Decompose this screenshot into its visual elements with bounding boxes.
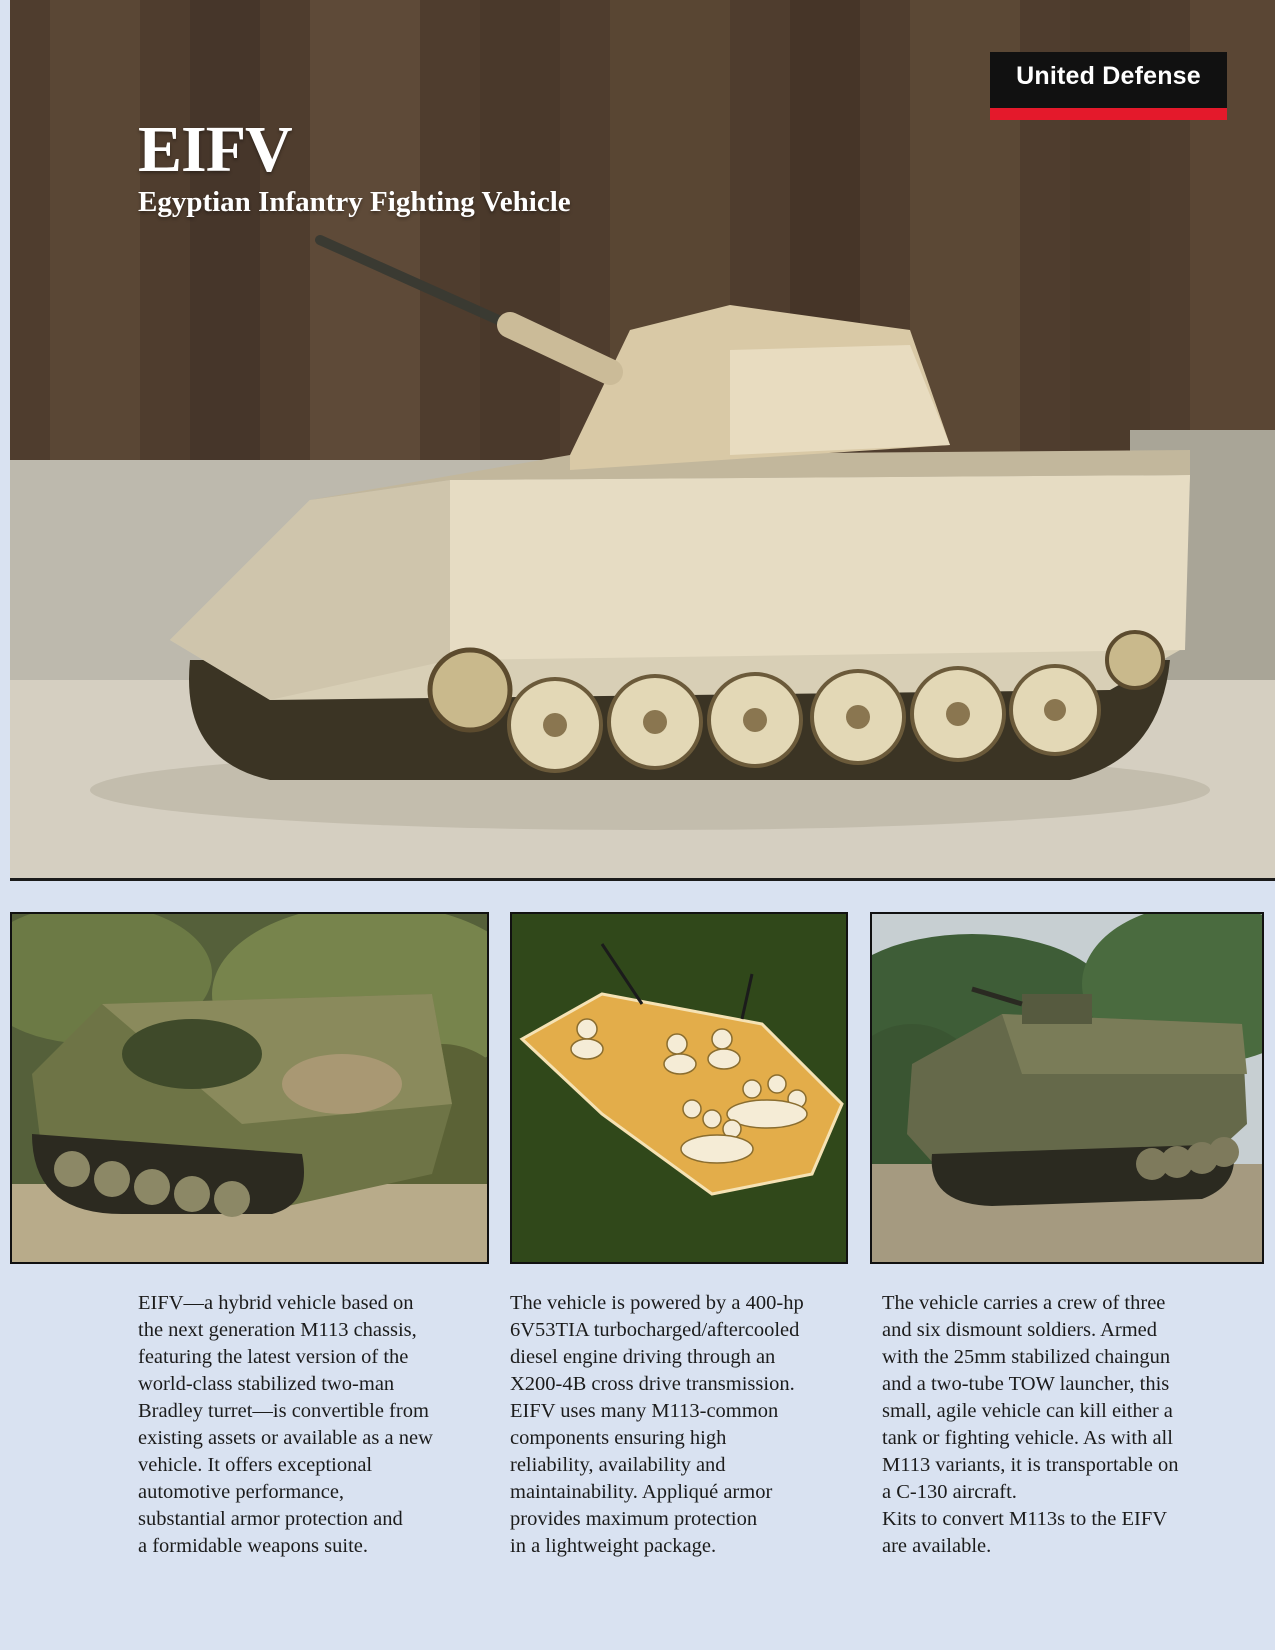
brand-name: United Defense xyxy=(1016,62,1201,90)
camo-vehicle-illustration xyxy=(12,914,487,1262)
logo-red-bar xyxy=(990,108,1227,120)
photo-right xyxy=(870,912,1264,1264)
photo-center xyxy=(510,912,848,1264)
hero-divider xyxy=(10,878,1275,881)
body-text-column-1: EIFV—a hybrid vehicle based on the next generation M113 chassis, featuring the latest version of the world-class stabilized two-man Bradley turret—is convertible from existing assets or available as a new vehicle. It offers exceptional automotive performance, substantial armor protection and a formidable weapons suite. xyxy=(138,1292,433,1557)
body-text-column-3: The vehicle carries a crew of three and six dismount soldiers. Armed with the 25mm stabilized chaingun and a two-tube TOW launcher, this small, agile vehicle can kill either a tank or fighting vehicle. As with all M113 variants, it is transportable on a C-130 aircraft. Kits to convert M113s to the EIFV are available. xyxy=(882,1292,1179,1557)
body-text-column-2: The vehicle is powered by a 400-hp 6V53TIA turbocharged/aftercooled diesel engine driving through an X200-4B cross drive transmission. EIFV uses many M113-common components ensuring high reliability, availability and maintainability. Appliqué armor provides maximum protection in a lightweight package. xyxy=(510,1292,804,1557)
eifv-camo-illustration xyxy=(872,914,1262,1262)
page-subtitle: Egyptian Infantry Fighting Vehicle xyxy=(138,186,571,218)
cutaway-illustration xyxy=(512,914,846,1262)
photo-left xyxy=(10,912,489,1264)
united-defense-logo xyxy=(990,52,1227,120)
page-title: EIFV xyxy=(138,113,292,186)
